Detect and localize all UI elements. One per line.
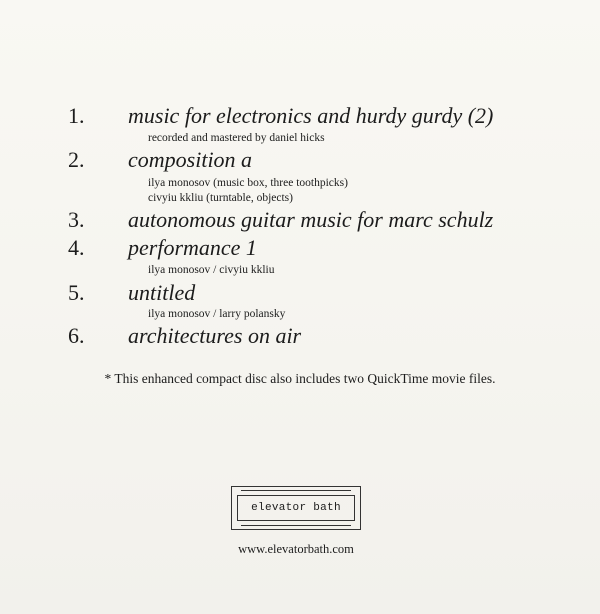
track-credit: recorded and mastered by daniel hicks [148,132,325,144]
track-title: performance 1 [128,235,257,260]
logo-bottom-line [231,529,361,530]
track-credit: ilya monosov (music box, three toothpicks) [148,177,348,189]
track-number: 3. [68,207,85,232]
elevator-bath-logo [231,486,361,530]
track-title: architectures on air [128,323,302,348]
track-title: music for electronics and hurdy gurdy (2) [128,103,494,128]
track-title: untitled [128,280,196,305]
logo-bottom-inner-line [241,525,351,526]
track-number: 2. [68,147,85,172]
track-credit: ilya monosov / civyiu kkliu [148,264,275,276]
enhanced-cd-note: * This enhanced compact disc also includes two QuickTime movie files. [104,371,496,386]
track-title: autonomous guitar music for marc schulz [128,207,494,232]
track-credit: civyiu kkliu (turntable, objects) [148,192,293,204]
track-number: 1. [68,103,85,128]
track-number: 5. [68,280,85,305]
logo-top-line [231,486,361,487]
logo-text: elevator bath [251,502,341,514]
track-credit: ilya monosov / larry polansky [148,308,286,320]
logo-box [237,495,355,521]
logo-top-inner-line [241,490,351,491]
track-number: 6. [68,323,85,348]
track-title: composition a [128,147,253,172]
track-number: 4. [68,235,85,260]
label-website: www.elevatorbath.com [238,542,354,556]
